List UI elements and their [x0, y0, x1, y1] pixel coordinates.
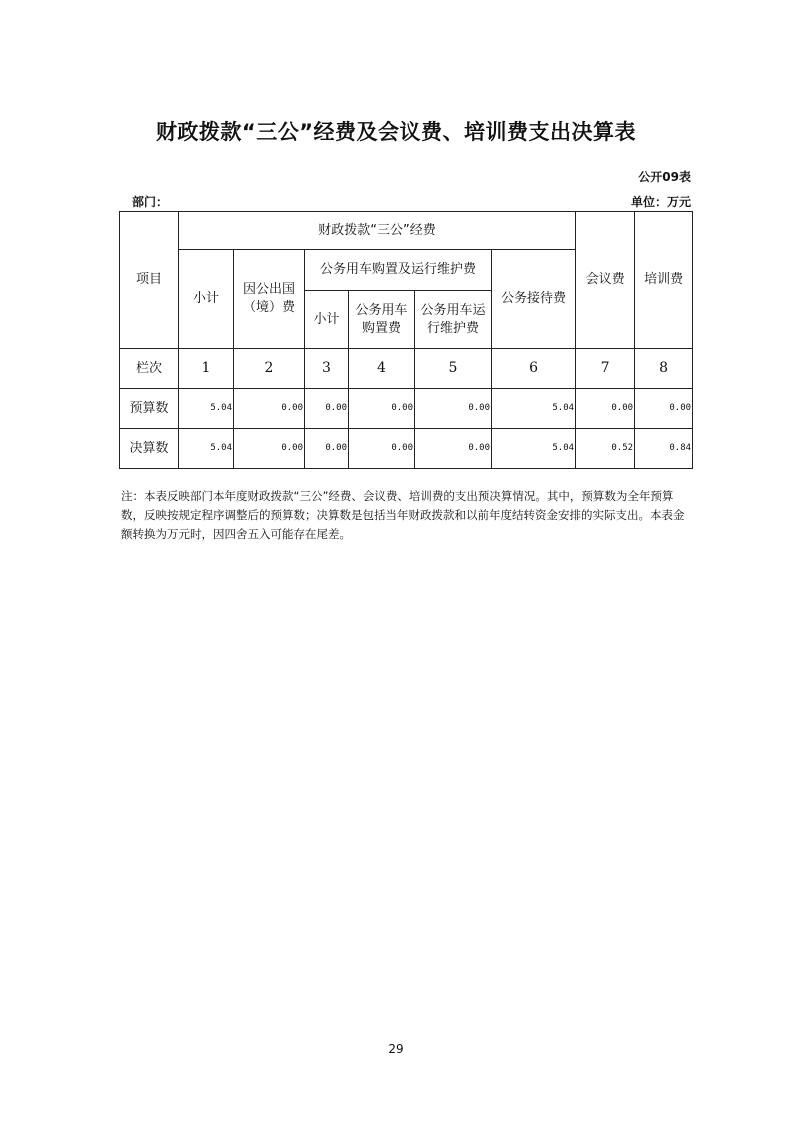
column-number: 7 — [576, 349, 635, 389]
budget-value: 0.00 — [305, 389, 349, 429]
column-number: 4 — [349, 349, 415, 389]
actual-value: 0.84 — [635, 429, 693, 469]
budget-value: 5.04 — [179, 389, 234, 429]
header-training: 培训费 — [635, 212, 693, 349]
column-number: 2 — [234, 349, 305, 389]
header-reception: 公务接待费 — [492, 250, 576, 349]
budget-value: 0.00 — [635, 389, 693, 429]
actual-value: 0.00 — [234, 429, 305, 469]
header-abroad: 因公出国（境）费 — [234, 250, 305, 349]
budget-value: 0.00 — [349, 389, 415, 429]
row-label: 栏次 — [120, 349, 179, 389]
budget-value: 0.00 — [234, 389, 305, 429]
header-vehicle-subtotal: 小计 — [305, 291, 349, 349]
actual-value: 0.00 — [305, 429, 349, 469]
form-number: 公开09表 — [638, 170, 691, 184]
header-subtotal: 小计 — [179, 250, 234, 349]
column-number: 8 — [635, 349, 693, 389]
row-label: 预算数 — [120, 389, 179, 429]
budget-value: 0.00 — [576, 389, 635, 429]
expenditure-table — [119, 211, 693, 469]
page-title: 财政拨款“三公”经费及会议费、培训费支出决算表 — [155, 120, 637, 144]
header-item: 项目 — [120, 212, 179, 349]
header-sangong: 财政拨款“三公”经费 — [179, 212, 576, 250]
column-number: 3 — [305, 349, 349, 389]
unit-label: 单位：万元 — [630, 195, 691, 209]
actual-value: 0.00 — [415, 429, 492, 469]
budget-value: 0.00 — [415, 389, 492, 429]
header-vehicle-purchase: 公务用车购置费 — [349, 291, 415, 349]
actual-value: 5.04 — [179, 429, 234, 469]
actual-value: 0.52 — [576, 429, 635, 469]
actual-value: 5.04 — [492, 429, 576, 469]
department-label: 部门： — [132, 195, 169, 209]
header-meeting: 会议费 — [576, 212, 635, 349]
column-number: 6 — [492, 349, 576, 389]
table-note: 注：本表反映部门本年度财政拨款“三公”经费、会议费、培训费的支出预决算情况。其中，预算数为全年预算数，反映按规定程序调整后的预算数；决算数是包括当年财政拨款和以前年度结转资金安排的实际支出。本表金额转换为万元时，因四舍五入可能存在尾差。 — [121, 489, 685, 541]
row-label: 决算数 — [120, 429, 179, 469]
table-row — [120, 429, 693, 469]
header-vehicle-maint: 公务用车运行维护费 — [415, 291, 492, 349]
header-vehicle: 公务用车购置及运行维护费 — [305, 250, 492, 291]
table-row — [120, 389, 693, 429]
column-number: 5 — [415, 349, 492, 389]
page-number: 29 — [388, 1042, 404, 1056]
budget-value: 5.04 — [492, 389, 576, 429]
actual-value: 0.00 — [349, 429, 415, 469]
table-row — [120, 349, 693, 389]
column-number: 1 — [179, 349, 234, 389]
